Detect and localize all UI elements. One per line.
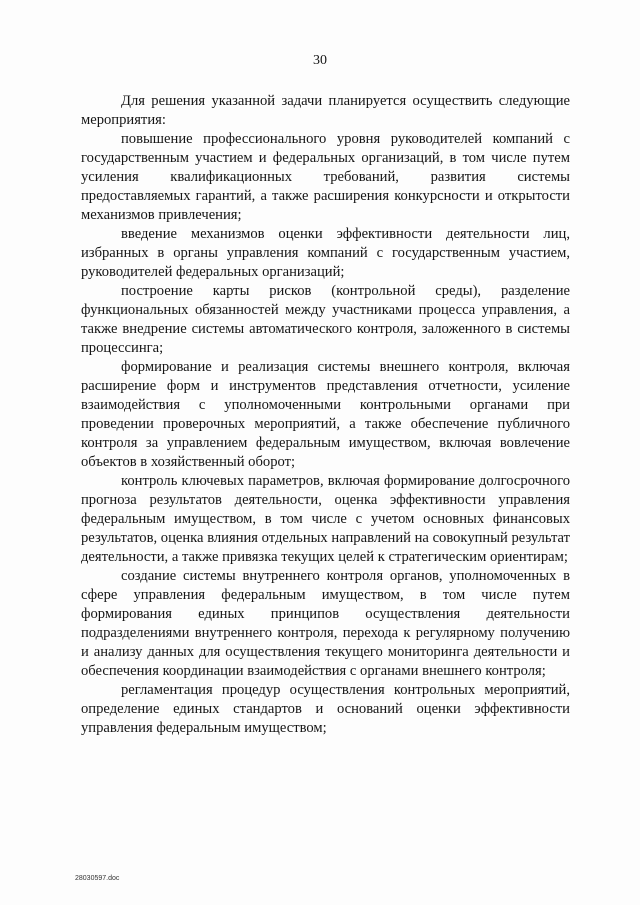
page-number: 30 [313, 53, 327, 68]
document-body [81, 92, 570, 738]
list-item: построение карты рисков (контрольной среды), разделение функциональных обязанностей между участниками процесса управления, а также внедрение системы автоматического контроля, заложенного в системы процессинга; [81, 283, 570, 356]
list-item: создание системы внутреннего контроля органов, уполномоченных в сфере управления федеральным имуществом, в том числе путем формирования единых принципов осуществления деятельности подразделениями внутреннего контроля, перехода к регулярному получению и анализу данных для осуществления текущего мониторинга деятельности и обеспечения координации взаимодействия с органами внешнего контроля; [81, 568, 570, 679]
list-item: контроль ключевых параметров, включая формирование долгосрочного прогноза результатов деятельности, оценка эффективности управления федеральным имуществом, в том числе с учетом основных финансовых результатов, оценка влияния отдельных направлений на совокупный результат деятельности, а также привязка текущих целей к стратегическим ориентирам; [81, 473, 570, 565]
file-name-footer: 28030597.doc [75, 875, 120, 882]
intro-paragraph: Для решения указанной задачи планируется осуществить следующие мероприятия: [81, 93, 570, 128]
list-item: регламентация процедур осуществления контрольных мероприятий, определение единых стандартов и оснований оценки эффективности управления федеральным имуществом; [81, 682, 570, 736]
list-item: повышение профессионального уровня руководителей компаний с государственным участием и федеральных организаций, в том числе путем усиления квалификационных требований, развития системы предоставляемых гарантий, а также расширения конкурсности и открытости механизмов привлечения; [81, 131, 570, 223]
list-item: формирование и реализация системы внешнего контроля, включая расширение форм и инструментов представления отчетности, усиление взаимодействия с уполномоченными контрольными органами при проведении проверочных мероприятий, а также обеспечение публичного контроля за управлением федеральным имуществом, включая вовлечение объектов в хозяйственный оборот; [81, 359, 570, 470]
list-item: введение механизмов оценки эффективности деятельности лиц, избранных в органы управления компаний с государственным участием, руководителей федеральных организаций; [81, 226, 570, 280]
